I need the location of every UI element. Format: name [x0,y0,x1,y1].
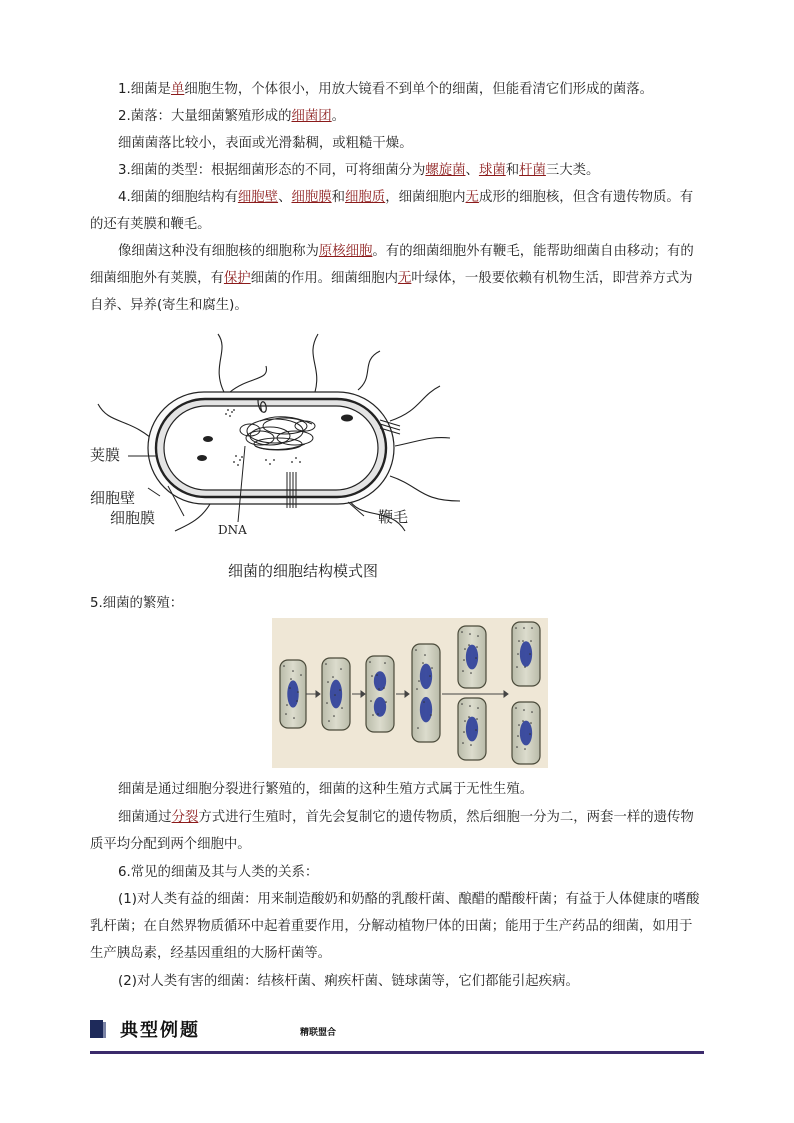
paragraph-7: 5.细菌的繁殖： [90,596,184,611]
paragraph-12: (2)对人类有害的细菌：结核杆菌、痢疾杆菌、链球菌等，它们都能引起疾病。 [118,974,579,989]
cytoplasm-dot [383,687,385,689]
cytoplasm-dot [464,648,466,650]
cytoplasm-dot [517,735,519,737]
dna-blob [374,697,386,717]
cytoplasm-dot [517,653,519,655]
term-cell-membrane: 细胞膜 [291,190,332,205]
term-division: 分裂 [171,810,199,825]
cytoplasm-dot [530,722,532,724]
section-subtitle: 精联盟合 [300,1028,337,1038]
cytoplasm-dot [341,707,343,709]
cytoplasm-dot [429,675,431,677]
cytoplasm-dot [327,681,329,683]
cytoplasm-dot [470,672,472,674]
paragraph-8: 细菌是通过细胞分裂进行繁殖的，细菌的这种生殖方式属于无性生殖。 [118,782,534,797]
bacteria-division-diagram [272,618,548,768]
cytoplasm-dot [283,665,285,667]
bacterium-cell [412,644,440,742]
cytoplasm-dot [476,646,478,648]
dna-blob [287,680,298,707]
cytoplasm-dot [515,627,517,629]
cytoplasm-dot [422,662,424,664]
paragraph-5: 4.细菌的细胞结构有细胞壁、细胞膜和细胞质，细菌细胞内无成形的细胞核，但含有遗传物质。有的还有荚膜和鞭毛。 [90,190,694,232]
term-protect: 保护 [223,271,251,286]
cytoplasm-dot [530,640,532,642]
term-cell-wall: 细胞壁 [237,190,279,205]
cytoplasm-dot [300,674,302,676]
cytoplasm-dot [415,649,417,651]
cytoplasm-dot [378,688,380,690]
cytoplasm-dot [524,666,526,668]
cytoplasm-dot [522,640,524,642]
paragraph-10: 6.常见的细菌及其与人类的关系： [118,865,319,880]
cytoplasm-dot [296,700,298,702]
dna-blob [420,697,432,722]
cytoplasm-dot [468,716,470,718]
bacteria-structure-diagram [90,326,490,586]
label-cell-membrane: 细胞膜 [110,509,156,527]
section-title: 典型例题 [120,1020,200,1041]
cytoplasm-dot [477,635,479,637]
dna-blob [330,680,342,709]
cytoplasm-dot [531,711,533,713]
cytoplasm-dot [385,701,387,703]
cytoplasm-dot [332,676,334,678]
term-no-chloroplast: 无 [397,271,412,286]
cytoplasm-dot [369,661,371,663]
cytoplasm-dot [334,694,336,696]
cytoplasm-dot [333,715,335,717]
cytoplasm-dot [370,700,372,702]
paragraph-9: 细菌通过分裂方式进行生殖时，首先会复制它的遗传物质，然后细胞一分为二，两套一样的遗传物质平均分配到两个细胞中。 [90,810,694,852]
dna-blob [466,717,478,742]
term-coccus: 球菌 [478,163,506,178]
paragraph-4: 3.细菌的类型：根据细菌形态的不同，可将细菌分为螺旋菌、球菌和杆菌三大类。 [118,163,600,178]
label-cell-wall: 细胞壁 [90,489,136,507]
cytoplasm-dot [339,689,341,691]
label-dna: DNA [218,523,247,537]
cytoplasm-dot [417,727,419,729]
paragraph-11: (1)对人类有益的细菌：用来制造酸奶和奶酪的乳酸杆菌、酿醋的醋酸杆菌；有益于人体健康的嗜酸乳杆菌；在自然界物质循环中起着重要作用，分解动植物尸体的田菌；能用于生产药品的细菌，如用于生产胰岛素，经基因重组的大肠杆菌等。 [90,892,700,961]
cytoplasm-dot [523,627,525,629]
cytoplasm-dot [372,714,374,716]
cytoplasm-dot [518,640,520,642]
paragraph-6: 像细菌这种没有细胞核的细胞称为原核细胞。有的细菌细胞外有鞭毛，能帮助细菌自由移动；有的细菌细胞外有荚膜，有保护细菌的作用。细菌细胞内无叶绿体，一般要依赖有机物生活，即营养方式为自养、异养(寄生和腐生)。 [90,244,694,313]
cytoplasm-dot [292,670,294,672]
cytoplasm-dot [424,654,426,656]
cytoplasm-dot [516,746,518,748]
cytoplasm-dot [518,724,520,726]
cytoplasm-dot [531,627,533,629]
cytoplasm-dot [469,633,471,635]
cytoplasm-dot [431,667,433,669]
cytoplasm-dot [371,675,373,677]
granule [203,436,213,442]
cytoplasm-dot [286,704,288,706]
cytoplasm-dot [468,644,470,646]
cytoplasm-dot [469,705,471,707]
cytoplasm-dot [529,653,531,655]
paragraph-2: 2.菌落：大量细菌繁殖形成的细菌团。 [118,109,346,124]
term-no-nucleus: 无 [465,190,479,205]
cytoplasm-dot [416,688,418,690]
cytoplasm-dot [285,713,287,715]
term-prokaryote: 原核细胞 [318,244,373,259]
granule [197,455,207,461]
cytoplasm-dot [423,701,425,703]
cytoplasm-dot [463,659,465,661]
cytoplasm-dot [326,702,328,704]
label-capsule: 荚膜 [90,446,121,464]
cytoplasm-dot [297,691,299,693]
cytoplasm-dot [524,748,526,750]
section-rule [90,1051,704,1054]
cytoplasm-dot [475,657,477,659]
term-single-cell: 单 [170,82,185,97]
cytoplasm-dot [328,720,330,722]
cytoplasm-dot [463,731,465,733]
cytoplasm-dot [522,720,524,722]
cytoplasm-dot [515,707,517,709]
term-cytoplasm: 细胞质 [345,190,386,205]
cytoplasm-dot [462,742,464,744]
cytoplasm-dot [529,733,531,735]
paragraph-3: 细菌菌落比较小，表面或光滑黏稠，或粗糙干燥。 [118,136,413,151]
cytoplasm-dot [476,718,478,720]
cytoplasm-dot [461,703,463,705]
cytoplasm-dot [430,714,432,716]
granule [341,415,353,422]
cytoplasm-dot [376,674,378,676]
label-flagella: 鞭毛 [378,508,409,526]
bacterium-cell [366,656,394,732]
cytoplasm-dot [475,729,477,731]
cytoplasm-dot [464,720,466,722]
book-icon [90,1020,106,1038]
cytoplasm-dot [289,687,291,689]
cytoplasm-dot [293,717,295,719]
cytoplasm-dot [384,662,386,664]
cytoplasm-dot [325,663,327,665]
cytoplasm-dot [461,631,463,633]
cytoplasm-dot [516,666,518,668]
cytoplasm-dot [523,709,525,711]
cytoplasm-dot [377,713,379,715]
cytoplasm-dot [470,744,472,746]
figure-caption: 细菌的细胞结构模式图 [228,562,379,580]
term-bacteria-colony: 细菌团 [291,109,332,124]
paragraph-1: 1.细菌是单细胞生物，个体很小，用放大镜看不到单个的细菌，但能看清它们形成的菌落。 [118,82,654,97]
cytoplasm-dot [290,678,292,680]
cytoplasm-dot [418,680,420,682]
term-spirillum: 螺旋菌 [425,163,466,178]
cytoplasm-dot [340,668,342,670]
term-bacillus: 杆菌 [519,163,546,178]
dna-blob [520,721,532,746]
cytoplasm-dot [477,707,479,709]
section-header [90,1014,704,1048]
dna-blob [466,645,478,670]
cytoplasm-dot [462,670,464,672]
